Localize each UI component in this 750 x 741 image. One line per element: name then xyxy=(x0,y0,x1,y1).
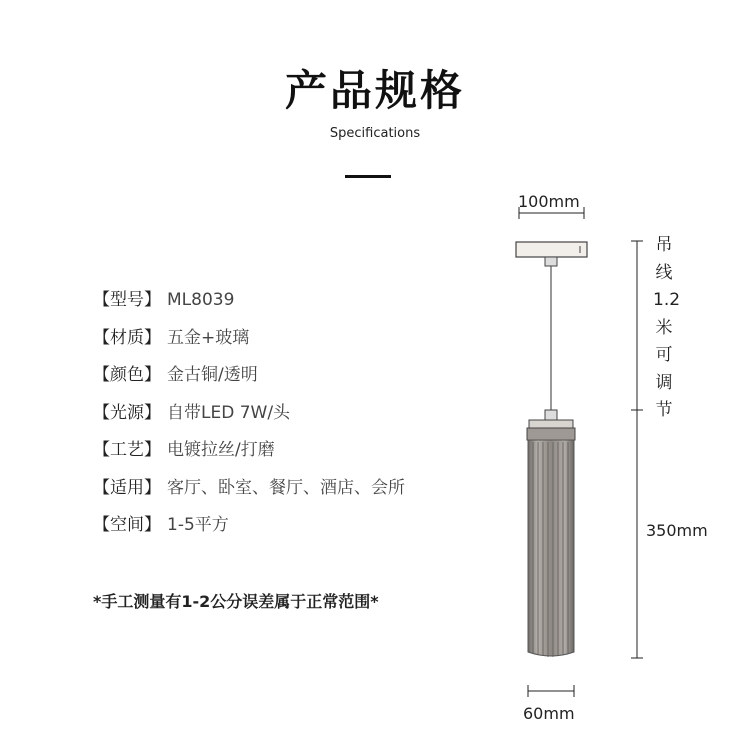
spec-value: 金古铜/透明 xyxy=(167,365,258,385)
body-height-label: 350mm xyxy=(646,521,708,540)
canopy-width-label: 100mm xyxy=(518,192,580,211)
cable-label-char: 吊 xyxy=(655,235,673,255)
spec-label: 【工艺】 xyxy=(93,440,161,460)
spec-value: ML8039 xyxy=(167,290,235,310)
spec-label: 【材质】 xyxy=(93,327,161,348)
cable-label-char: 可 xyxy=(655,345,673,365)
spec-value: 五金+玻璃 xyxy=(167,327,250,348)
cable-label-char: 节 xyxy=(655,400,673,420)
cable-length-label xyxy=(653,232,681,425)
spec-value: 客厅、卧室、餐厅、酒店、会所 xyxy=(167,477,405,498)
spec-label: 【颜色】 xyxy=(93,365,161,385)
page-subtitle: Specifications xyxy=(329,126,421,141)
spec-value: 自带LED 7W/头 xyxy=(167,402,291,423)
page-title: 产品规格 xyxy=(284,66,465,115)
spec-label: 【光源】 xyxy=(93,402,161,423)
spec-label: 【适用】 xyxy=(93,477,161,498)
body-width-label: 60mm xyxy=(523,704,575,723)
cable-label-char: 1.2 xyxy=(653,290,681,310)
spec-label: 【空间】 xyxy=(93,515,161,535)
spec-value: 电镀拉丝/打磨 xyxy=(167,440,275,460)
lamp-cap xyxy=(527,410,575,440)
measurement-note: *手工测量有1-2公分误差属于正常范围* xyxy=(93,592,379,611)
body-width-dimension xyxy=(528,685,574,697)
lamp-body xyxy=(528,440,574,657)
height-dimension xyxy=(631,241,643,658)
cable-label-char: 米 xyxy=(655,317,673,338)
spec-value: 1-5平方 xyxy=(167,515,229,535)
ceiling-canopy xyxy=(516,242,587,266)
cable-label-char: 调 xyxy=(655,372,673,393)
cable-label-char: 线 xyxy=(655,262,673,283)
spec-label: 【型号】 xyxy=(93,290,161,310)
